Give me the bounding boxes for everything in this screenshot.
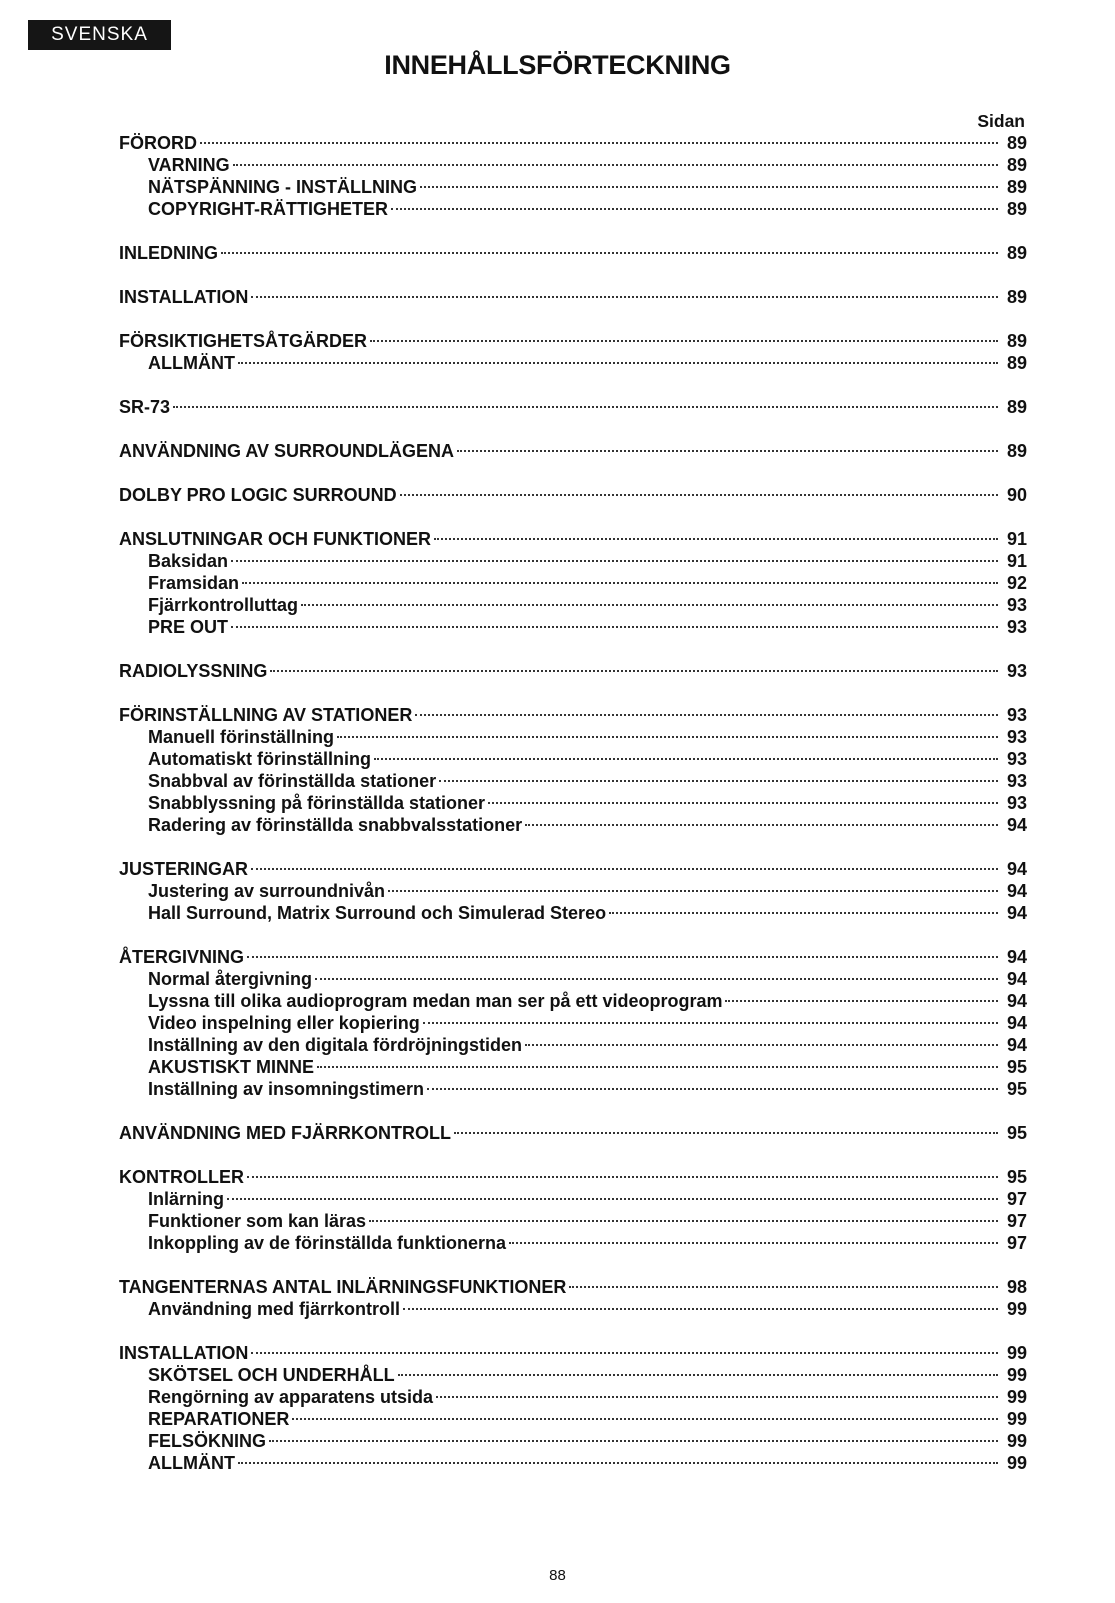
toc-entry-label: COPYRIGHT-RÄTTIGHETER [148,199,389,219]
toc-entry [119,132,1027,154]
dot-leader [398,1374,998,1376]
dot-leader [315,978,998,980]
toc-entry-page: 89 [1006,199,1027,219]
toc-rows [119,132,1027,1474]
dot-leader [247,1176,998,1178]
toc-entry [119,330,1027,352]
toc-entry-label: AKUSTISKT MINNE [148,1057,314,1077]
dot-leader [370,340,998,342]
toc-subentry [119,1012,1027,1034]
dot-leader [221,252,998,254]
dot-leader [420,186,998,188]
toc-subentry [119,1430,1027,1452]
toc-entry-page: 94 [1006,881,1027,901]
toc-entry-page: 94 [1006,991,1027,1011]
dot-leader [427,1088,998,1090]
toc-entry-label: Inlärning [148,1189,224,1209]
toc-subentry [119,1210,1027,1232]
toc-entry-label: TANGENTERNAS ANTAL INLÄRNINGSFUNKTIONER [119,1277,567,1297]
toc-subentry [119,352,1027,374]
toc-subentry [119,572,1027,594]
toc-entry-label: DOLBY PRO LOGIC SURROUND [119,485,397,505]
toc-entry-label: ANSLUTNINGAR OCH FUNKTIONER [119,529,431,549]
toc-entry-label: PRE OUT [148,617,229,637]
toc-entry-page: 89 [1006,243,1027,263]
toc-entry-label: REPARATIONER [148,1409,290,1429]
dot-leader [269,1440,998,1442]
toc-entry-label: KONTROLLER [119,1167,244,1187]
toc-entry [119,440,1027,462]
toc-entry-label: ALLMÄNT [148,1453,235,1473]
toc-entry-label: FÖRORD [119,133,197,153]
toc-entry-label: NÄTSPÄNNING - INSTÄLLNING [148,177,417,197]
toc-entry-page: 99 [1006,1387,1027,1407]
toc-entry-page: 93 [1006,705,1027,725]
toc-entry [119,660,1027,682]
page-column-label: Sidan [977,111,1025,131]
toc-entry [119,1276,1027,1298]
toc-entry [119,1122,1027,1144]
toc-entry-page: 89 [1006,397,1027,417]
dot-leader [337,736,998,738]
toc-entry-page: 95 [1006,1079,1027,1099]
toc-entry [119,242,1027,264]
toc-entry-label: VARNING [148,155,230,175]
dot-leader [525,824,998,826]
toc-entry-page: 99 [1006,1365,1027,1385]
toc-entry-label: Inställning av insomningstimern [148,1079,425,1099]
toc-entry-page: 94 [1006,947,1027,967]
dot-leader [569,1286,998,1288]
table-of-contents [119,110,1027,1474]
toc-entry [119,704,1027,726]
dot-leader [242,582,998,584]
toc-entry-label: SKÖTSEL OCH UNDERHÅLL [148,1365,395,1385]
toc-subentry [119,814,1027,836]
toc-entry-page: 99 [1006,1343,1027,1363]
toc-entry-page: 89 [1006,287,1027,307]
toc-entry-label: Snabblyssning på förinställda stationer [148,793,486,813]
toc-entry-page: 97 [1006,1211,1027,1231]
toc-entry [119,484,1027,506]
toc-subentry [119,1452,1027,1474]
toc-entry-page: 97 [1006,1189,1027,1209]
toc-entry [119,528,1027,550]
dot-leader [270,670,998,672]
toc-entry-page: 93 [1006,793,1027,813]
toc-entry-label: FÖRSIKTIGHETSÅTGÄRDER [119,331,368,351]
toc-entry-page: 95 [1006,1057,1027,1077]
toc-entry-page: 97 [1006,1233,1027,1253]
toc-entry-label: Justering av surroundnivån [148,881,386,901]
dot-leader [436,1396,998,1398]
toc-entry-page: 93 [1006,771,1027,791]
toc-entry-label: ALLMÄNT [148,353,235,373]
dot-leader [423,1022,998,1024]
toc-subentry [119,176,1027,198]
toc-entry-label: FELSÖKNING [148,1431,267,1451]
toc-entry [119,858,1027,880]
dot-leader [415,714,998,716]
toc-entry [119,286,1027,308]
dot-leader [227,1198,998,1200]
dot-leader [374,758,998,760]
toc-subentry [119,1364,1027,1386]
dot-leader [525,1044,998,1046]
toc-entry-label: Användning med fjärrkontroll [148,1299,401,1319]
toc-entry-page: 89 [1006,133,1027,153]
toc-entry-label: Rengörning av apparatens utsida [148,1387,434,1407]
toc-entry-page: 94 [1006,969,1027,989]
toc-entry-page: 99 [1006,1409,1027,1429]
toc-entry-label: INSTALLATION [119,287,249,307]
dot-leader [233,164,998,166]
toc-entry-label: Video inspelning eller kopiering [148,1013,420,1033]
toc-entry-label: Normal återgivning [148,969,313,989]
toc-entry-page: 93 [1006,617,1027,637]
toc-entry-label: Inkoppling av de förinställda funktionerna [148,1233,507,1253]
toc-entry-label: INLEDNING [119,243,218,263]
toc-entry-label: Manuell förinställning [148,727,335,747]
toc-subentry [119,770,1027,792]
toc-entry-label: Snabbval av förinställda stationer [148,771,437,791]
toc-entry-page: 89 [1006,155,1027,175]
dot-leader [439,780,998,782]
toc-entry-page: 89 [1006,331,1027,351]
toc-entry-page: 99 [1006,1299,1027,1319]
toc-entry-label: Framsidan [148,573,240,593]
toc-entry-page: 98 [1006,1277,1027,1297]
dot-leader [292,1418,998,1420]
toc-entry-label: ÅTERGIVNING [119,947,245,967]
toc-entry-page: 91 [1006,529,1027,549]
toc-entry-page: 93 [1006,749,1027,769]
toc-subentry [119,1034,1027,1056]
toc-entry-page: 99 [1006,1431,1027,1451]
toc-entry-page: 94 [1006,903,1027,923]
toc-entry-page: 93 [1006,595,1027,615]
toc-subentry [119,726,1027,748]
toc-subentry [119,1386,1027,1408]
toc-subentry [119,550,1027,572]
toc-entry-page: 94 [1006,815,1027,835]
toc-entry-page: 91 [1006,551,1027,571]
toc-entry-page: 93 [1006,727,1027,747]
toc-entry [119,396,1027,418]
toc-entry-label: ANVÄNDNING AV SURROUNDLÄGENA [119,441,455,461]
toc-subentry [119,1232,1027,1254]
toc-entry-page: 94 [1006,859,1027,879]
toc-subentry [119,968,1027,990]
dot-leader [231,626,998,628]
toc-entry-label: Lyssna till olika audioprogram medan man ser på ett videoprogram [148,991,723,1011]
dot-leader [251,868,998,870]
dot-leader [403,1308,998,1310]
dot-leader [388,890,998,892]
toc-entry-page: 89 [1006,441,1027,461]
toc-entry-label: SR-73 [119,397,171,417]
dot-leader [251,296,998,298]
toc-subentry [119,880,1027,902]
dot-leader [247,956,998,958]
toc-entry-page: 95 [1006,1123,1027,1143]
toc-entry-page: 94 [1006,1035,1027,1055]
toc-subentry [119,1078,1027,1100]
toc-subentry [119,154,1027,176]
dot-leader [301,604,998,606]
dot-leader [317,1066,998,1068]
dot-leader [391,208,998,210]
toc-entry-label: Baksidan [148,551,229,571]
toc-entry-label: Hall Surround, Matrix Surround och Simulerad Stereo [148,903,607,923]
toc-subentry [119,1056,1027,1078]
dot-leader [369,1220,998,1222]
dot-leader [609,912,998,914]
language-tag: SVENSKA [28,20,171,50]
toc-entry-page: 93 [1006,661,1027,681]
toc-entry-label: Fjärrkontrolluttag [148,595,299,615]
toc-subentry [119,902,1027,924]
toc-entry-page: 95 [1006,1167,1027,1187]
toc-entry-page: 90 [1006,485,1027,505]
toc-entry-label: RADIOLYSSNING [119,661,268,681]
page-number: 88 [549,1567,566,1584]
toc-subentry [119,616,1027,638]
dot-leader [454,1132,998,1134]
toc-subentry [119,198,1027,220]
dot-leader [509,1242,998,1244]
toc-entry-page: 89 [1006,177,1027,197]
dot-leader [400,494,998,496]
dot-leader [173,406,998,408]
toc-subentry [119,594,1027,616]
dot-leader [238,362,998,364]
toc-subentry [119,990,1027,1012]
page-title: INNEHÅLLSFÖRTECKNING [384,50,731,80]
toc-entry-label: ANVÄNDNING MED FJÄRRKONTROLL [119,1123,451,1143]
toc-entry-label: JUSTERINGAR [119,859,249,879]
toc-subentry [119,748,1027,770]
toc-entry [119,946,1027,968]
toc-entry-label: Funktioner som kan läras [148,1211,367,1231]
toc-entry-page: 92 [1006,573,1027,593]
dot-leader [238,1462,998,1464]
dot-leader [488,802,998,804]
toc-subentry [119,1408,1027,1430]
toc-subentry [119,792,1027,814]
toc-entry [119,1342,1027,1364]
toc-entry-label: INSTALLATION [119,1343,249,1363]
toc-entry-label: Radering av förinställda snabbvalsstationer [148,815,523,835]
dot-leader [231,560,998,562]
toc-entry-page: 99 [1006,1453,1027,1473]
dot-leader [725,1000,998,1002]
toc-entry [119,1166,1027,1188]
toc-entry-page: 94 [1006,1013,1027,1033]
dot-leader [200,142,998,144]
dot-leader [434,538,998,540]
toc-entry-label: Inställning av den digitala fördröjningstiden [148,1035,523,1055]
toc-subentry [119,1298,1027,1320]
toc-subentry [119,1188,1027,1210]
dot-leader [457,450,998,452]
toc-entry-page: 89 [1006,353,1027,373]
dot-leader [251,1352,998,1354]
toc-entry-label: Automatiskt förinställning [148,749,372,769]
toc-entry-label: FÖRINSTÄLLNING AV STATIONER [119,705,413,725]
